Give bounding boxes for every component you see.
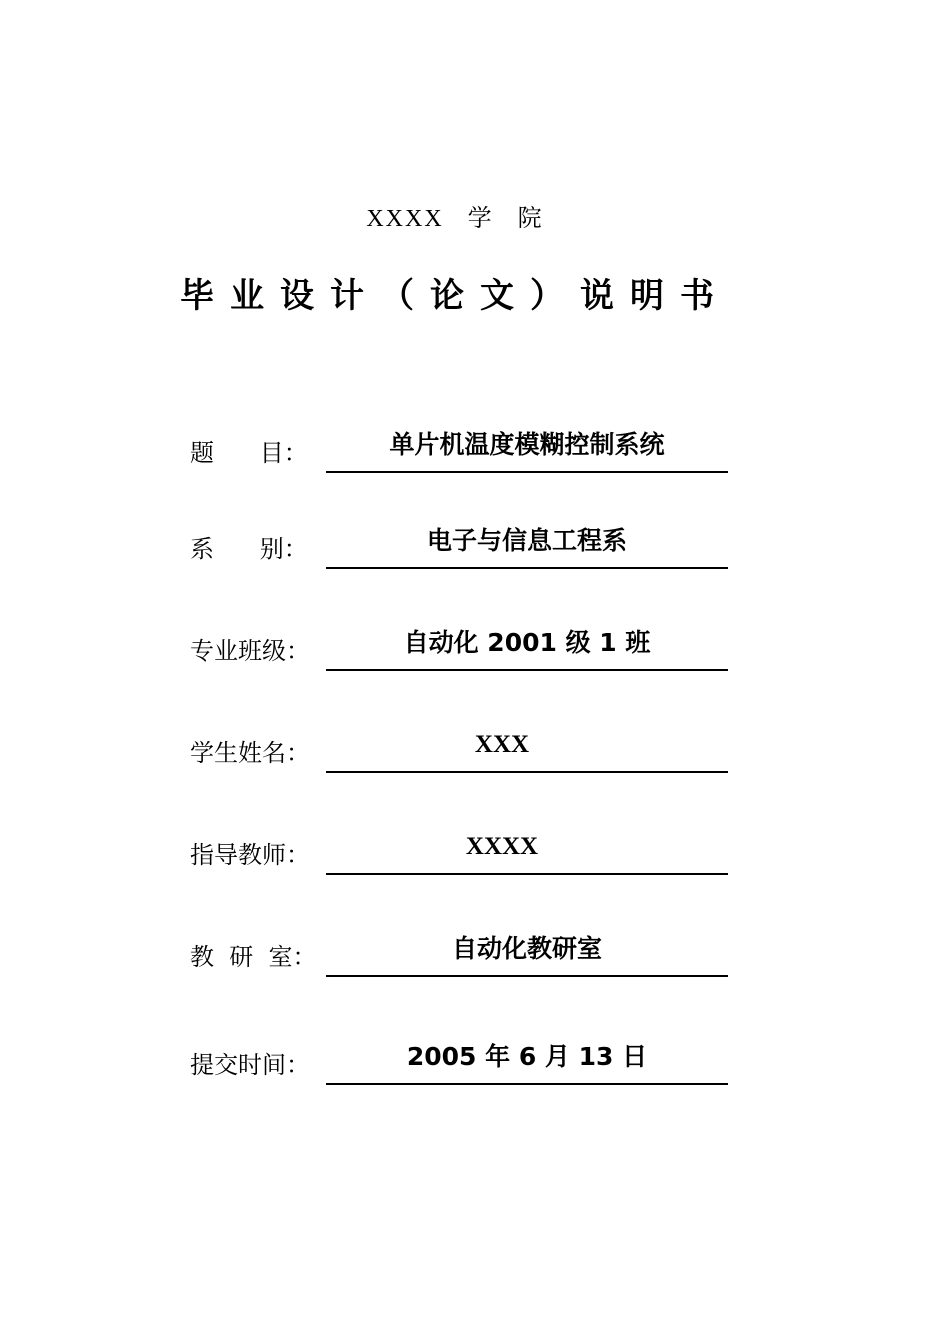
field-submit-date-value: 2005 年 6 月 13 日 [326, 1037, 728, 1085]
field-advisor-value: XXXX [326, 827, 728, 875]
field-class-label: 专业班级： [190, 637, 310, 665]
field-class [190, 623, 730, 673]
field-section [190, 929, 730, 979]
field-section-label: 教 研 室： [190, 943, 317, 971]
field-student-name [190, 725, 730, 775]
field-advisor-label: 指导教师： [190, 841, 310, 869]
college-name: XXXX 学 院 [366, 206, 544, 232]
field-submit-date [190, 1037, 730, 1087]
field-topic-value: 单片机温度模糊控制系统 [326, 425, 728, 473]
field-advisor [190, 827, 730, 877]
field-submit-date-label: 提交时间： [190, 1051, 310, 1079]
field-department-value: 电子与信息工程系 [326, 521, 728, 569]
field-student-name-value: XXX [326, 725, 728, 773]
field-class-value: 自动化 2001 级 1 班 [326, 623, 728, 671]
field-section-value: 自动化教研室 [326, 929, 728, 977]
field-topic [190, 425, 730, 475]
field-topic-label: 题 目： [190, 439, 308, 467]
field-department [190, 521, 730, 571]
document-title: 毕业设计（论文）说明书 [180, 276, 730, 316]
field-student-name-label: 学生姓名： [190, 739, 310, 767]
field-department-label: 系 别： [190, 535, 308, 563]
